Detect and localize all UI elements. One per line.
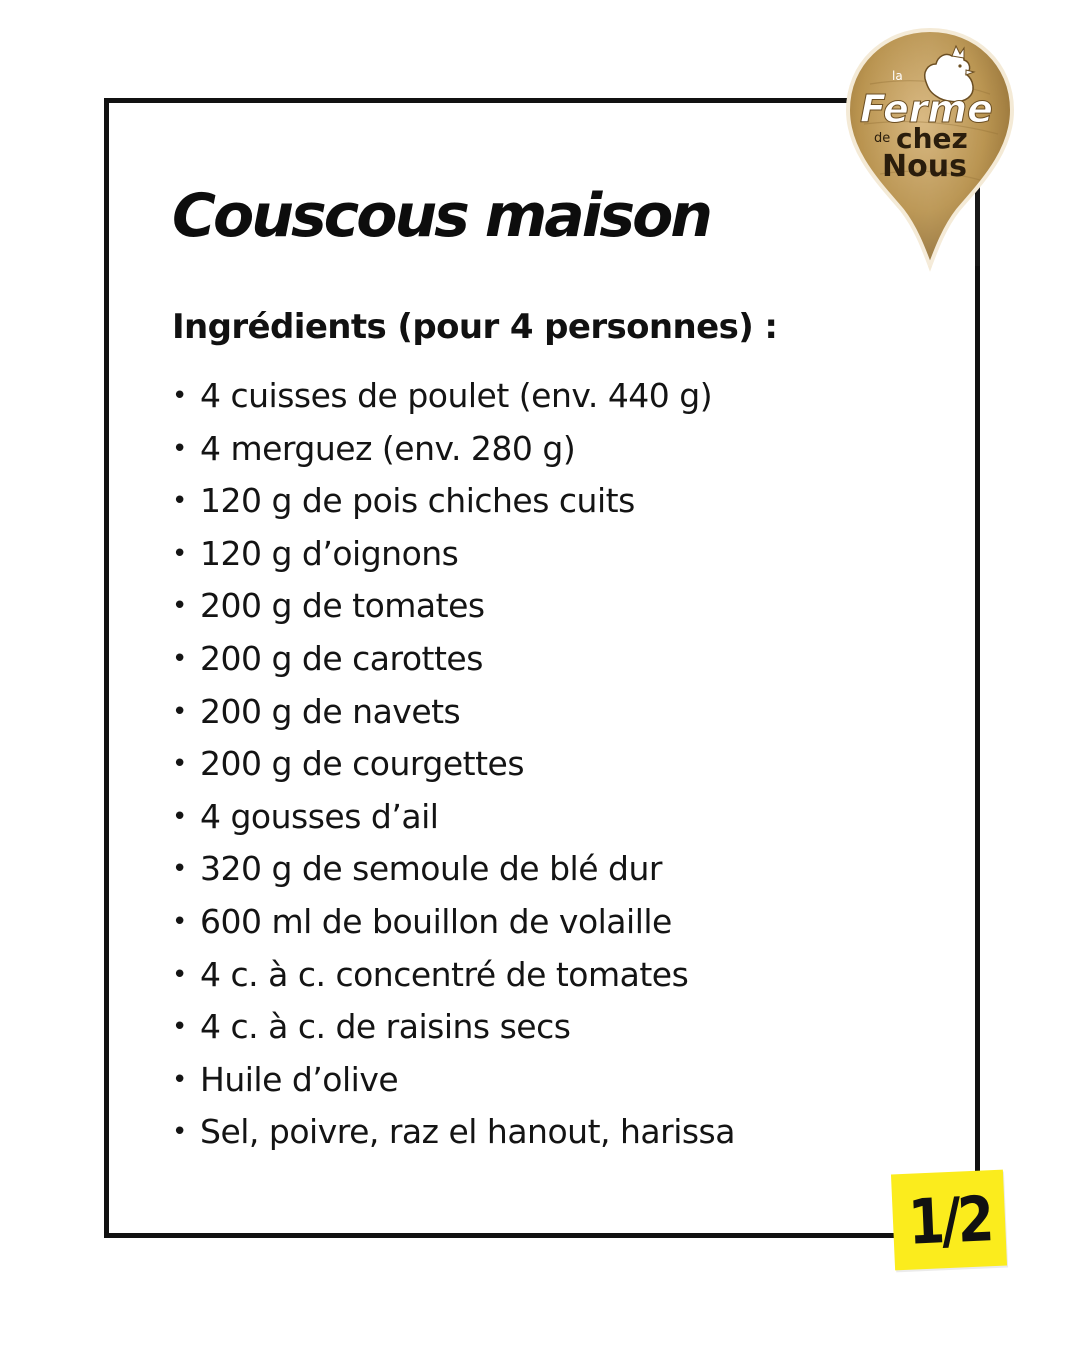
ingredient-text: 4 gousses d’ail xyxy=(200,796,439,836)
bullet-icon: • xyxy=(172,1064,187,1095)
bullet-icon: • xyxy=(172,1012,187,1043)
list-item xyxy=(172,843,735,896)
page-indicator-tag xyxy=(891,1170,1007,1271)
list-item xyxy=(172,896,735,949)
list-item xyxy=(172,686,735,739)
list-item xyxy=(172,370,735,423)
ingredient-text: 4 cuisses de poulet (env. 440 g) xyxy=(200,376,713,415)
bullet-icon: • xyxy=(172,591,187,622)
ingredient-text: 120 g d’oignons xyxy=(200,533,459,573)
brand-logo-badge xyxy=(840,24,1020,274)
list-item xyxy=(172,528,735,581)
list-item xyxy=(172,949,735,1002)
list-item xyxy=(172,738,735,791)
bullet-icon: • xyxy=(172,696,187,727)
ingredient-text: Sel, poivre, raz el hanout, harissa xyxy=(200,1112,735,1152)
ingredient-text: 200 g de navets xyxy=(200,691,461,731)
bullet-icon: • xyxy=(172,381,187,411)
list-item xyxy=(172,633,735,686)
ingredient-text: 320 g de semoule de blé dur xyxy=(200,849,662,889)
ingredient-text: 4 merguez (env. 280 g) xyxy=(200,428,576,468)
list-item xyxy=(172,791,735,844)
list-item xyxy=(172,1106,735,1159)
page-indicator: 1/2 xyxy=(906,1181,992,1259)
ingredient-text: 200 g de courgettes xyxy=(200,744,525,784)
ingredient-text: 4 c. à c. de raisins secs xyxy=(200,1007,571,1047)
list-item xyxy=(172,1001,735,1054)
bullet-icon: • xyxy=(172,538,187,569)
list-item xyxy=(172,423,735,476)
ingredient-text: 200 g de carottes xyxy=(200,638,483,678)
ingredient-text: 4 c. à c. concentré de tomates xyxy=(200,954,689,994)
logo-text-la: la xyxy=(892,69,903,83)
bullet-icon: • xyxy=(172,1117,187,1148)
bullet-icon: • xyxy=(172,801,187,832)
bullet-icon: • xyxy=(172,854,187,885)
bullet-icon: • xyxy=(172,959,187,990)
ingredient-text: 120 g de pois chiches cuits xyxy=(200,481,635,521)
ingredient-text: Huile d’olive xyxy=(200,1059,399,1099)
ingredient-text: 200 g de tomates xyxy=(200,586,485,626)
list-item xyxy=(172,580,735,633)
logo-text-ferme: Ferme xyxy=(860,87,993,131)
list-item xyxy=(172,1054,735,1107)
bullet-icon: • xyxy=(172,749,187,780)
ingredients-list xyxy=(172,370,735,1159)
bullet-icon: • xyxy=(172,906,187,937)
list-item xyxy=(172,475,735,528)
bullet-icon: • xyxy=(172,433,187,464)
logo-text-nous: Nous xyxy=(882,149,967,184)
ingredients-heading: Ingrédients (pour 4 personnes) : xyxy=(172,307,778,347)
logo-text-de: de xyxy=(874,131,891,146)
bullet-icon: • xyxy=(172,643,187,674)
ingredient-text: 600 ml de bouillon de volaille xyxy=(200,901,672,941)
recipe-title: Couscous maison xyxy=(172,181,711,251)
logo-text-chez: chez xyxy=(896,122,968,155)
bullet-icon: • xyxy=(172,486,187,517)
